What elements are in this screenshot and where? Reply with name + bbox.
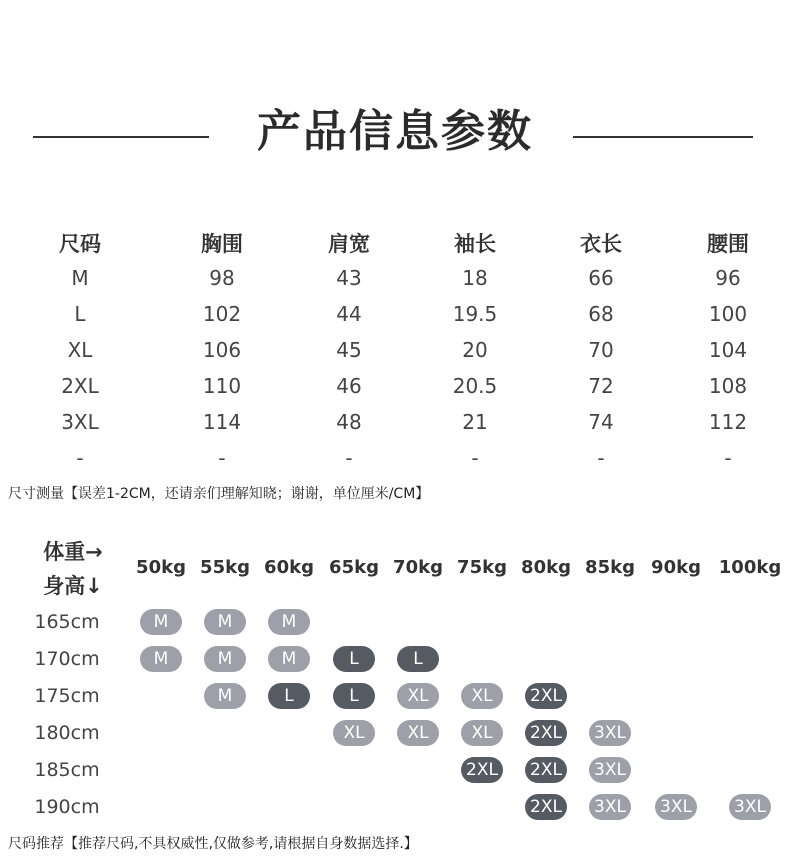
size-pill: 2XL (525, 794, 567, 820)
spec-table-cell: 46 (336, 374, 362, 398)
spec-header-cell: 衣长 (580, 232, 622, 256)
size-pill: XL (397, 720, 439, 746)
size-pill: L (333, 646, 375, 672)
spec-header-row (0, 226, 790, 262)
weight-column-header: 60kg (264, 557, 314, 578)
spec-header-cell: 腰围 (707, 232, 749, 256)
weight-column-header: 90kg (651, 557, 701, 578)
spec-table-cell: 110 (202, 374, 242, 398)
spec-table-cell: L (74, 302, 86, 326)
recommend-note: 尺码推荐【推荐尺码,不具权威性,仅做参考,请根据自身数据选择.】 (8, 836, 418, 852)
size-pill: 3XL (589, 720, 631, 746)
size-pill: XL (461, 720, 503, 746)
weight-column-header: 80kg (521, 557, 571, 578)
spec-table-row (0, 404, 790, 440)
title-left-rule (33, 136, 209, 138)
size-pill: 2XL (461, 757, 503, 783)
spec-table-cell: - (724, 446, 732, 470)
spec-table-cell: 48 (336, 410, 362, 434)
size-pill: 3XL (589, 794, 631, 820)
size-pill: M (140, 609, 182, 635)
size-pill: L (397, 646, 439, 672)
measure-note: 尺寸测量【误差1-2CM，还请亲们理解知晓；谢谢，单位厘米/CM】 (8, 486, 430, 502)
size-pill: L (333, 683, 375, 709)
size-pill: 2XL (525, 720, 567, 746)
spec-table-cell: 20 (462, 338, 488, 362)
spec-table-cell: 72 (588, 374, 614, 398)
spec-table-row (0, 368, 790, 404)
spec-table-row (0, 440, 790, 476)
spec-table-row (0, 296, 790, 332)
size-pill: 3XL (589, 757, 631, 783)
spec-table-cell: 74 (588, 410, 614, 434)
spec-table-row (0, 332, 790, 368)
size-pill: 2XL (525, 757, 567, 783)
height-row-label: 165cm (34, 611, 100, 633)
size-pill: XL (397, 683, 439, 709)
spec-table-cell: 96 (715, 266, 741, 290)
spec-table-cell: - (471, 446, 479, 470)
size-pill: M (268, 646, 310, 672)
spec-table-cell: 108 (708, 374, 748, 398)
spec-table-cell: - (597, 446, 605, 470)
spec-table-cell: 98 (209, 266, 235, 290)
recommend-row (0, 681, 790, 711)
spec-header-cell: 胸围 (201, 232, 243, 256)
page-title: 产品信息参数 (257, 106, 533, 157)
spec-header-cell: 袖长 (454, 232, 496, 256)
height-row-label: 175cm (34, 685, 100, 707)
height-row-label: 180cm (34, 722, 100, 744)
spec-table-cell: - (345, 446, 353, 470)
spec-table-cell: 18 (462, 266, 488, 290)
spec-header-cell: 肩宽 (328, 232, 370, 256)
spec-table-cell: 100 (708, 302, 748, 326)
size-pill: L (268, 683, 310, 709)
spec-table-cell: 70 (588, 338, 614, 362)
size-pill: M (268, 609, 310, 635)
spec-table-cell: 21 (462, 410, 488, 434)
size-pill: M (140, 646, 182, 672)
spec-table-cell: 102 (202, 302, 242, 326)
weight-column-header: 65kg (329, 557, 379, 578)
size-pill: M (204, 646, 246, 672)
spec-table-cell: 43 (336, 266, 362, 290)
size-pill: 3XL (655, 794, 697, 820)
height-row-label: 170cm (34, 648, 100, 670)
spec-table-cell: 2XL (61, 374, 99, 398)
spec-table-cell: - (218, 446, 226, 470)
recommend-row (0, 718, 790, 748)
height-axis-label: 身高↓ (43, 574, 103, 598)
size-pill: M (204, 683, 246, 709)
size-pill: M (204, 609, 246, 635)
height-row-label: 185cm (34, 759, 100, 781)
spec-table-cell: 106 (202, 338, 242, 362)
spec-header-cell: 尺码 (59, 232, 101, 256)
size-pill: XL (461, 683, 503, 709)
weight-column-header: 50kg (136, 557, 186, 578)
weight-column-header: 75kg (457, 557, 507, 578)
weight-column-header: 85kg (585, 557, 635, 578)
spec-table-cell: 20.5 (452, 374, 498, 398)
spec-table-cell: 112 (708, 410, 748, 434)
title-right-rule (573, 136, 753, 138)
size-pill: 2XL (525, 683, 567, 709)
spec-table-cell: XL (67, 338, 93, 362)
recommend-row (0, 644, 790, 674)
recommend-row (0, 755, 790, 785)
spec-table-cell: 44 (336, 302, 362, 326)
spec-table-cell: 68 (588, 302, 614, 326)
spec-table-row (0, 260, 790, 296)
weight-column-header: 55kg (200, 557, 250, 578)
spec-table-cell: 114 (202, 410, 242, 434)
weight-column-header: 100kg (718, 557, 782, 578)
spec-table-cell: 45 (336, 338, 362, 362)
size-pill: XL (333, 720, 375, 746)
recommend-row (0, 607, 790, 637)
recommend-row (0, 792, 790, 822)
spec-table-cell: M (71, 266, 89, 290)
weight-column-header: 70kg (393, 557, 443, 578)
spec-table-cell: 3XL (61, 410, 99, 434)
spec-table-cell: 19.5 (452, 302, 498, 326)
spec-table-cell: 66 (588, 266, 614, 290)
weight-axis-label: 体重→ (43, 540, 103, 564)
height-row-label: 190cm (34, 796, 100, 818)
spec-table-cell: 104 (708, 338, 748, 362)
spec-table-cell: - (76, 446, 84, 470)
size-pill: 3XL (729, 794, 771, 820)
